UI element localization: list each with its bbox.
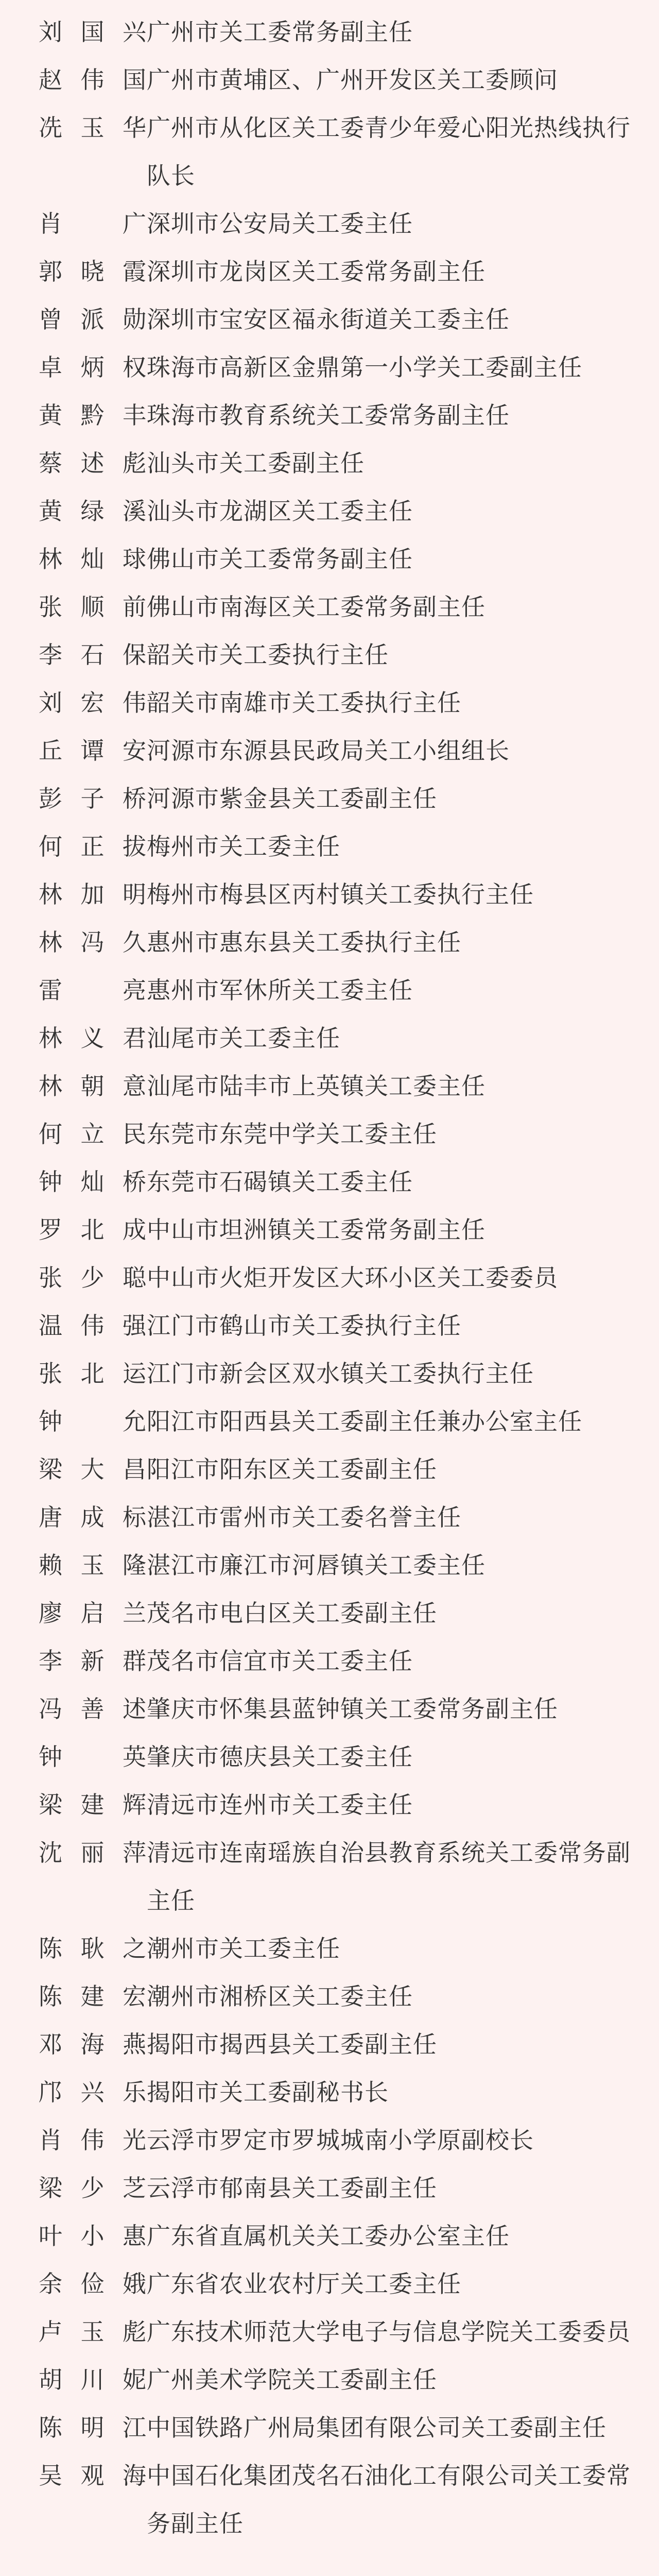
person-name: 丘谭安 — [39, 737, 147, 765]
person-name: 陈明江 — [39, 2414, 147, 2442]
person-name: 赵伟国 — [39, 66, 147, 94]
person-title: 茂名市电白区关工委副主任 — [147, 1599, 437, 1627]
person-title: 惠州市惠东县关工委执行主任 — [147, 928, 461, 956]
list-item — [39, 2260, 644, 2308]
person-name: 唐成标 — [39, 1503, 147, 1531]
person-title: 汕尾市陆丰市上英镇关工委主任 — [147, 1072, 485, 1100]
person-title: 中山市火炬开发区大环小区关工委委员 — [147, 1264, 558, 1292]
list-item — [39, 1398, 644, 1446]
person-name: 雷 亮 — [39, 976, 147, 1004]
list-item — [39, 487, 644, 535]
person-title: 深圳市宝安区福永街道关工委主任 — [147, 306, 510, 333]
list-item — [39, 392, 644, 439]
person-name: 温伟强 — [39, 1312, 147, 1340]
person-name: 钟灿桥 — [39, 1168, 147, 1196]
person-title: 潮州市关工委主任 — [147, 1935, 340, 1962]
person-title: 珠海市高新区金鼎第一小学关工委副主任 — [147, 353, 582, 381]
person-title: 云浮市罗定市罗城城南小学原副校长 — [147, 2126, 534, 2154]
list-item — [39, 679, 644, 727]
person-name: 赖玉隆 — [39, 1551, 147, 1579]
person-title: 深圳市龙岗区关工委常务副主任 — [147, 258, 485, 285]
list-item — [39, 344, 644, 392]
list-item — [39, 2308, 644, 2356]
list-item — [39, 2356, 644, 2404]
person-title: 广州市黄埔区、广州开发区关工委顾问 — [147, 66, 558, 94]
list-item — [39, 871, 644, 919]
person-title: 中山市坦洲镇关工委常务副主任 — [147, 1216, 485, 1244]
list-item — [39, 1494, 644, 1541]
person-name: 林义君 — [39, 1024, 147, 1052]
person-title: 佛山市关工委常务副主任 — [147, 545, 413, 573]
person-title: 梅州市梅县区丙村镇关工委执行主任 — [147, 880, 534, 908]
list-item — [39, 104, 644, 200]
person-name: 张北运 — [39, 1360, 147, 1387]
list-item — [39, 1062, 644, 1110]
person-name: 沈丽萍 — [39, 1839, 147, 1867]
person-title: 韶关市关工委执行主任 — [147, 641, 389, 669]
person-name: 卢玉彪 — [39, 2318, 147, 2346]
person-title: 阳江市阳西县关工委副主任兼办公室主任 — [147, 1408, 582, 1435]
person-name: 李新群 — [39, 1647, 147, 1675]
person-name: 梁少芝 — [39, 2174, 147, 2202]
person-name: 冼玉华 — [39, 114, 147, 142]
list-item — [39, 1589, 644, 1637]
person-title: 汕尾市关工委主任 — [147, 1024, 340, 1052]
person-title: 河源市东源县民政局关工小组组长 — [147, 737, 510, 765]
person-title: 韶关市南雄市关工委执行主任 — [147, 689, 461, 717]
person-name: 梁建辉 — [39, 1791, 147, 1819]
list-item — [39, 919, 644, 967]
person-name: 何立民 — [39, 1120, 147, 1148]
person-title: 阳江市阳东区关工委副主任 — [147, 1455, 437, 1483]
person-title: 东莞市石碣镇关工委主任 — [147, 1168, 413, 1196]
person-title: 广州市从化区关工委青少年爱心阳光热线执行队长 — [147, 114, 631, 190]
list-item — [39, 1158, 644, 1206]
person-title: 湛江市廉江市河唇镇关工委主任 — [147, 1551, 485, 1579]
list-item — [39, 775, 644, 823]
person-title: 广东省农业农村厅关工委主任 — [147, 2270, 461, 2298]
person-name: 叶小惠 — [39, 2222, 147, 2250]
person-title: 广州市关工委常务副主任 — [147, 18, 413, 46]
list-item — [39, 2452, 644, 2548]
person-name: 罗北成 — [39, 1216, 147, 1244]
person-title: 河源市紫金县关工委副主任 — [147, 785, 437, 812]
person-name: 彭子桥 — [39, 785, 147, 812]
person-name: 何正拔 — [39, 833, 147, 860]
person-name: 邝兴乐 — [39, 2078, 147, 2106]
person-name: 林灿球 — [39, 545, 147, 573]
person-title: 茂名市信宜市关工委主任 — [147, 1647, 413, 1675]
honoree-list — [39, 8, 644, 2548]
list-item — [39, 1781, 644, 1829]
person-title: 广州美术学院关工委副主任 — [147, 2366, 437, 2394]
list-item — [39, 1446, 644, 1494]
person-name: 吴观海 — [39, 2462, 147, 2489]
list-item — [39, 1302, 644, 1350]
list-item — [39, 1350, 644, 1398]
list-item — [39, 1733, 644, 1781]
list-item — [39, 2404, 644, 2452]
person-name: 陈耿之 — [39, 1935, 147, 1962]
person-name: 张少聪 — [39, 1264, 147, 1292]
list-item — [39, 439, 644, 487]
person-title: 中国石化集团茂名石油化工有限公司关工委常务副主任 — [147, 2462, 631, 2537]
person-name: 廖启兰 — [39, 1599, 147, 1627]
person-name: 郭晓霞 — [39, 258, 147, 285]
person-name: 梁大昌 — [39, 1455, 147, 1483]
person-name: 卓炳权 — [39, 353, 147, 381]
person-name: 林加明 — [39, 880, 147, 908]
list-item — [39, 631, 644, 679]
person-name: 黄绿溪 — [39, 497, 147, 525]
person-title: 佛山市南海区关工委常务副主任 — [147, 593, 485, 621]
list-item — [39, 296, 644, 344]
list-item — [39, 200, 644, 248]
person-title: 江门市新会区双水镇关工委执行主任 — [147, 1360, 534, 1387]
person-name: 肖伟光 — [39, 2126, 147, 2154]
list-item — [39, 967, 644, 1014]
list-item — [39, 1829, 644, 1925]
person-name: 钟 英 — [39, 1743, 147, 1771]
list-item — [39, 583, 644, 631]
person-name: 蔡述彪 — [39, 449, 147, 477]
person-name: 林朝意 — [39, 1072, 147, 1100]
list-item — [39, 1206, 644, 1254]
list-item — [39, 56, 644, 104]
person-title: 深圳市公安局关工委主任 — [147, 210, 413, 238]
person-title: 梅州市关工委主任 — [147, 833, 340, 860]
person-name: 胡川妮 — [39, 2366, 147, 2394]
person-title: 清远市连州市关工委主任 — [147, 1791, 413, 1819]
list-item — [39, 2164, 644, 2212]
list-item — [39, 2116, 644, 2164]
person-name: 刘国兴 — [39, 18, 147, 46]
person-name: 邓海燕 — [39, 2030, 147, 2058]
person-title: 揭阳市关工委副秘书长 — [147, 2078, 389, 2106]
person-title: 广东技术师范大学电子与信息学院关工委委员 — [147, 2318, 631, 2346]
person-title: 东莞市东莞中学关工委主任 — [147, 1120, 437, 1148]
person-name: 肖 广 — [39, 210, 147, 238]
person-title: 广东省直属机关关工委办公室主任 — [147, 2222, 510, 2250]
person-title: 清远市连南瑶族自治县教育系统关工委常务副主任 — [147, 1839, 631, 1914]
list-item — [39, 2212, 644, 2260]
person-title: 汕头市龙湖区关工委主任 — [147, 497, 413, 525]
list-item — [39, 1685, 644, 1733]
list-item — [39, 1973, 644, 2021]
person-name: 曾派勋 — [39, 306, 147, 333]
person-name: 李石保 — [39, 641, 147, 669]
list-item — [39, 1637, 644, 1685]
person-name: 钟 允 — [39, 1408, 147, 1435]
person-title: 肇庆市怀集县蓝钟镇关工委常务副主任 — [147, 1695, 558, 1723]
person-title: 揭阳市揭西县关工委副主任 — [147, 2030, 437, 2058]
list-item — [39, 8, 644, 56]
person-name: 黄黔丰 — [39, 401, 147, 429]
list-item — [39, 1254, 644, 1302]
person-title: 惠州市军休所关工委主任 — [147, 976, 413, 1004]
list-item — [39, 1541, 644, 1589]
list-item — [39, 727, 644, 775]
person-title: 江门市鹤山市关工委执行主任 — [147, 1312, 461, 1340]
list-item — [39, 1014, 644, 1062]
person-title: 中国铁路广州局集团有限公司关工委副主任 — [147, 2414, 606, 2442]
person-title: 肇庆市德庆县关工委主任 — [147, 1743, 413, 1771]
person-name: 刘宏伟 — [39, 689, 147, 717]
person-name: 林冯久 — [39, 928, 147, 956]
person-name: 张顺前 — [39, 593, 147, 621]
list-item — [39, 248, 644, 296]
person-name: 余俭娥 — [39, 2270, 147, 2298]
list-item — [39, 1110, 644, 1158]
person-name: 冯善述 — [39, 1695, 147, 1723]
person-title: 湛江市雷州市关工委名誉主任 — [147, 1503, 461, 1531]
person-name: 陈建宏 — [39, 1982, 147, 2010]
list-item — [39, 2021, 644, 2069]
list-item — [39, 535, 644, 583]
list-item — [39, 823, 644, 871]
person-title: 潮州市湘桥区关工委主任 — [147, 1982, 413, 2010]
list-item — [39, 2069, 644, 2116]
person-title: 汕头市关工委副主任 — [147, 449, 365, 477]
person-title: 云浮市郁南县关工委副主任 — [147, 2174, 437, 2202]
person-title: 珠海市教育系统关工委常务副主任 — [147, 401, 510, 429]
list-item — [39, 1925, 644, 1973]
